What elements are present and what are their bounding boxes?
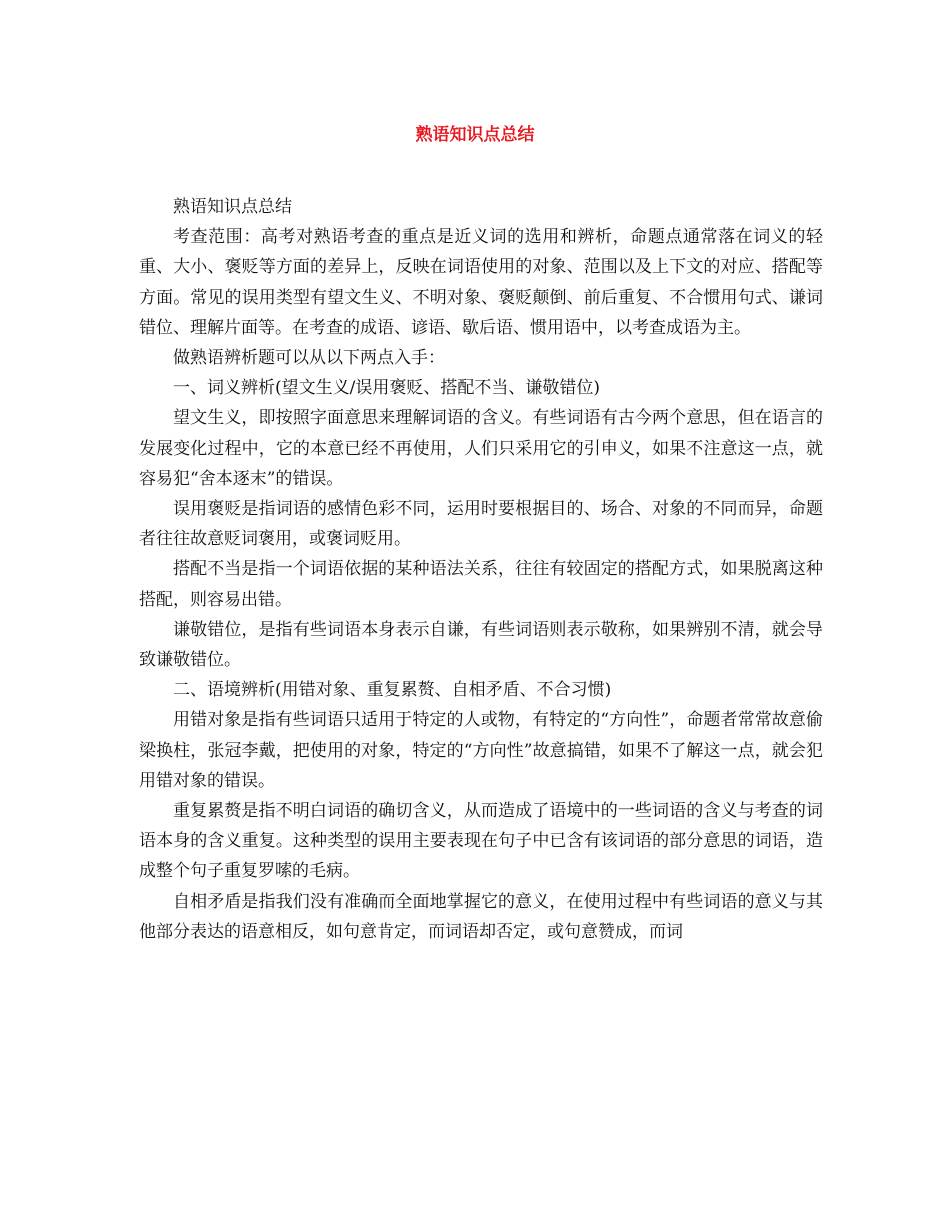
- paragraph-heading: 熟语知识点总结: [173, 197, 292, 217]
- document-title: 熟语知识点总结: [415, 125, 535, 145]
- paragraph-approach: 做熟语辨析题可以从以下两点入手：: [173, 348, 445, 369]
- paragraph-collocation: 搭配不当是指一个词语依据的某种语法关系，往往有较固定的搭配方式，如果脱离这种搭配，则容易出错。: [139, 559, 823, 610]
- paragraph-literal-misreading: 望文生义，即按照字面意思来理解词语的含义。有些词语有古今两个意思，但在语言的发展变化过程中，它的本意已经不再使用，人们只采用它的引申义，如果不注意这一点，就容易犯“舍本逐末”的错误。: [139, 408, 823, 489]
- paragraph-wrong-object: 用错对象是指有些词语只适用于特定的人或物，有特定的“方向性”，命题者常常故意偷梁换柱，张冠李戴，把使用的对象，特定的“方向性”故意搞错，如果不了解这一点，就会犯用错对象的错误。: [139, 710, 823, 791]
- paragraph-contradiction: 自相矛盾是指我们没有准确而全面地掌握它的意义，在使用过程中有些词语的意义与其他部分表达的语意相反，如句意肯定，而词语却否定，或句意赞成，而词: [139, 891, 823, 942]
- section-heading-context: 二、语境辨析(用错对象、重复累赘、自相矛盾、不合习惯): [173, 680, 612, 701]
- section-heading-word-meaning: 一、词义辨析(望文生义/误用褒贬、搭配不当、谦敬错位): [173, 378, 600, 399]
- paragraph-sentiment-misuse: 误用褒贬是指词语的感情色彩不同，运用时要根据目的、场合、对象的不同而异，命题者往往故意贬词褒用，或褒词贬用。: [139, 499, 823, 550]
- paragraph-redundancy: 重复累赘是指不明白词语的确切含义，从而造成了语境中的一些词语的含义与考查的词语本身的含义重复。这种类型的误用主要表现在句子中已含有该词语的部分意思的词语，造成整个句子重复罗嗦的毛病。: [139, 801, 823, 882]
- document-body: [139, 192, 823, 947]
- paragraph-scope: 考查范围：高考对熟语考查的重点是近义词的选用和辨析，命题点通常落在词义的轻重、大小、褒贬等方面的差异上，反映在词语使用的对象、范围以及上下文的对应、搭配等方面。常见的误用类型有望文生义、不明对象、褒贬颠倒、前后重复、不合惯用句式、谦词错位、理解片面等。在考查的成语、谚语、歇后语、惯用语中，以考查成语为主。: [139, 227, 823, 338]
- paragraph-humble-respectful: 谦敬错位，是指有些词语本身表示自谦，有些词语则表示敬称，如果辨别不清，就会导致谦敬错位。: [139, 619, 823, 671]
